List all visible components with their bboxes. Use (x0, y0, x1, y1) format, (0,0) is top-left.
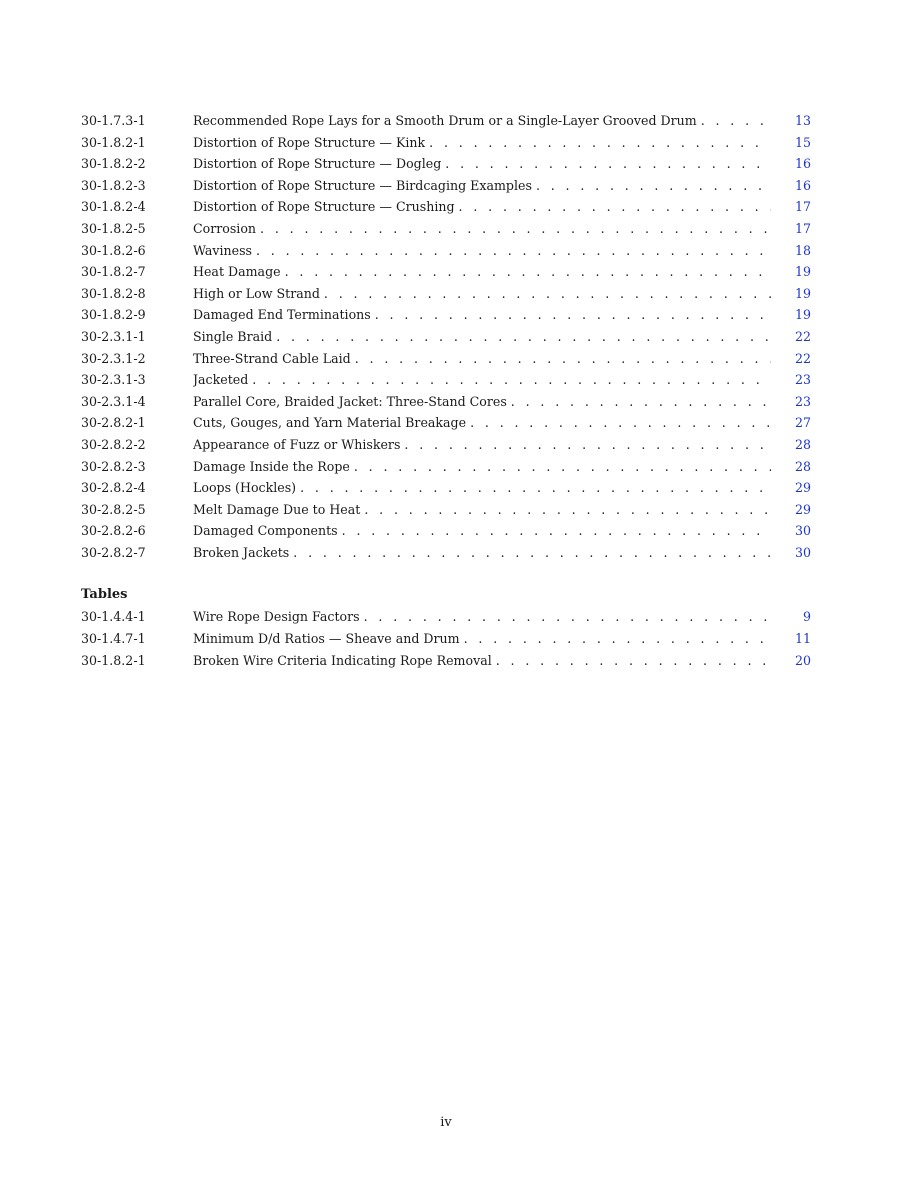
entry-title-wrap (193, 412, 771, 434)
entry-number: 30-1.4.7-1 (81, 631, 146, 647)
toc-entry[interactable] (81, 456, 811, 478)
toc-entry[interactable] (81, 650, 811, 672)
entry-title: Damaged End Terminations (193, 307, 371, 323)
entry-title-wrap (193, 196, 771, 218)
entry-title-wrap (193, 175, 771, 197)
page-link[interactable]: 23 (794, 372, 811, 388)
toc-entry[interactable] (81, 304, 811, 326)
entry-title-wrap (193, 477, 771, 499)
page-link[interactable]: 16 (794, 156, 811, 172)
entry-number: 30-2.8.2-1 (81, 415, 146, 431)
dot-leader (464, 628, 771, 650)
page-link[interactable]: 19 (794, 264, 811, 280)
entry-number: 30-1.8.2-7 (81, 264, 146, 280)
entry-number: 30-2.8.2-2 (81, 436, 146, 452)
toc-entry[interactable] (81, 477, 811, 499)
tables-list (81, 606, 811, 671)
toc-entry[interactable] (81, 218, 811, 240)
entry-title-wrap (193, 283, 771, 305)
entry-number: 30-1.8.2-9 (81, 307, 146, 323)
entry-number: 30-1.8.2-5 (81, 220, 146, 236)
page-link[interactable]: 29 (794, 501, 811, 517)
entry-title: Broken Wire Criteria Indicating Rope Removal (193, 652, 492, 668)
entry-number: 30-2.8.2-4 (81, 480, 146, 496)
dot-leader (429, 132, 771, 154)
page-link[interactable]: 9 (802, 609, 811, 625)
entry-title: Appearance of Fuzz or Whiskers (193, 436, 401, 452)
entry-title-wrap (193, 369, 771, 391)
page-link[interactable]: 19 (794, 285, 811, 301)
entry-title-wrap (193, 650, 771, 672)
entry-title-wrap (193, 628, 771, 650)
entry-title: Recommended Rope Lays for a Smooth Drum or a Single-Layer Grooved Drum (193, 113, 697, 128)
toc-entry[interactable] (81, 542, 811, 564)
entry-number: 30-1.8.2-1 (81, 134, 146, 150)
toc-entry[interactable] (81, 153, 811, 175)
entry-title: Jacketed (193, 372, 249, 388)
entry-number: 30-2.3.1-3 (81, 372, 146, 388)
entry-title-wrap (193, 132, 771, 154)
entry-title-wrap (193, 218, 771, 240)
entry-title: Wire Rope Design Factors (193, 609, 360, 625)
page-link[interactable]: 22 (794, 328, 811, 344)
dot-leader (459, 196, 771, 218)
dot-leader (355, 348, 771, 370)
page-link[interactable]: 17 (794, 220, 811, 236)
entry-title-wrap (193, 542, 771, 564)
toc-entry[interactable] (81, 606, 811, 628)
dot-leader (276, 326, 771, 348)
toc-entry[interactable] (81, 369, 811, 391)
entry-title-wrap (193, 110, 771, 132)
dot-leader (511, 391, 771, 413)
table-of-contents (81, 110, 811, 671)
entry-title-wrap (193, 391, 771, 413)
entry-title: Broken Jackets (193, 544, 290, 560)
toc-entry[interactable] (81, 326, 811, 348)
entry-number: 30-2.3.1-2 (81, 350, 146, 366)
entry-title: Distortion of Rope Structure — Crushing (193, 199, 455, 215)
entry-number: 30-1.8.2-6 (81, 242, 146, 258)
dot-leader (364, 499, 771, 521)
page-link[interactable]: 11 (794, 631, 811, 647)
toc-entry[interactable] (81, 261, 811, 283)
toc-entry[interactable] (81, 110, 811, 132)
entry-title-wrap (193, 304, 771, 326)
dot-leader (496, 650, 771, 672)
dot-leader (256, 240, 771, 262)
entry-number: 30-2.8.2-3 (81, 458, 146, 474)
entry-title-wrap (193, 520, 771, 542)
page-number: iv (440, 1115, 452, 1130)
entry-title-wrap (193, 153, 771, 175)
entry-number: 30-2.3.1-4 (81, 393, 146, 409)
entry-title-wrap (193, 326, 771, 348)
entry-title: Distortion of Rope Structure — Kink (193, 134, 426, 150)
entry-title: Damaged Components (193, 523, 338, 539)
dot-leader (300, 477, 771, 499)
entry-title: Corrosion (193, 220, 257, 236)
entry-number: 30-1.4.4-1 (81, 609, 146, 625)
dot-leader (375, 304, 771, 326)
toc-entry[interactable] (81, 348, 811, 370)
toc-entry[interactable] (81, 175, 811, 197)
entry-title: Minimum D/d Ratios — Sheave and Drum (193, 631, 460, 647)
entry-title: Single Braid (193, 328, 273, 344)
dot-leader (470, 412, 771, 434)
page-link[interactable]: 28 (794, 436, 811, 452)
page-link[interactable]: 28 (794, 458, 811, 474)
dot-leader (354, 456, 771, 478)
entry-title-wrap (193, 434, 771, 456)
entry-title: Parallel Core, Braided Jacket: Three-Stand Cores (193, 393, 507, 409)
entry-number: 30-1.7.3-1 (81, 113, 146, 128)
entry-title-wrap (193, 261, 771, 283)
entry-title-wrap (193, 240, 771, 262)
entry-title: Waviness (193, 242, 252, 258)
page-link[interactable]: 29 (794, 480, 811, 496)
page-link[interactable]: 13 (794, 113, 811, 128)
entry-number: 30-2.8.2-6 (81, 523, 146, 539)
toc-entry[interactable] (81, 434, 811, 456)
dot-leader (536, 175, 771, 197)
toc-entry[interactable] (81, 628, 811, 650)
toc-entry[interactable] (81, 283, 811, 305)
entry-number: 30-2.8.2-7 (81, 544, 146, 560)
page-link[interactable]: 20 (794, 652, 811, 668)
entry-title: Melt Damage Due to Heat (193, 501, 361, 517)
dot-leader (445, 153, 771, 175)
entry-title: Distortion of Rope Structure — Birdcaging Examples (193, 177, 532, 193)
entry-title: Cuts, Gouges, and Yarn Material Breakage (193, 415, 467, 431)
page-link[interactable]: 17 (794, 199, 811, 215)
entry-title-wrap (193, 606, 771, 628)
dot-leader (342, 520, 771, 542)
toc-entry[interactable] (81, 196, 811, 218)
entry-title-wrap (193, 348, 771, 370)
toc-entry[interactable] (81, 520, 811, 542)
entry-number: 30-1.8.2-4 (81, 199, 146, 215)
entry-number: 30-1.8.2-1 (81, 652, 146, 668)
page-link[interactable]: 22 (794, 350, 811, 366)
entry-title: Distortion of Rope Structure — Dogleg (193, 156, 442, 172)
entry-number: 30-2.3.1-1 (81, 328, 146, 344)
entry-title: Loops (Hockles) (193, 480, 297, 496)
page-link[interactable]: 30 (794, 544, 811, 560)
dot-leader (364, 606, 771, 628)
toc-entry[interactable] (81, 412, 811, 434)
toc-entry[interactable] (81, 391, 811, 413)
dot-leader (404, 434, 771, 456)
dot-leader (324, 283, 771, 305)
entry-title-wrap (193, 499, 771, 521)
entry-title: Heat Damage (193, 264, 281, 280)
page-link[interactable]: 27 (794, 415, 811, 431)
entry-title: High or Low Strand (193, 285, 320, 301)
entry-title: Three-Strand Cable Laid (193, 350, 351, 366)
toc-entry[interactable] (81, 132, 811, 154)
toc-entry[interactable] (81, 499, 811, 521)
page-link[interactable]: 15 (794, 134, 811, 150)
page-link[interactable]: 23 (794, 393, 811, 409)
page-link[interactable]: 19 (794, 307, 811, 323)
dot-leader (252, 369, 771, 391)
entry-number: 30-1.8.2-8 (81, 285, 146, 301)
entry-title-wrap (193, 456, 771, 478)
entry-title: Damage Inside the Rope (193, 458, 350, 474)
page-link[interactable]: 16 (794, 177, 811, 193)
page-link[interactable]: 30 (794, 523, 811, 539)
page-link[interactable]: 18 (794, 242, 811, 258)
figures-list (81, 110, 811, 563)
tables-heading: Tables (81, 587, 128, 603)
toc-entry[interactable] (81, 240, 811, 262)
entry-number: 30-1.8.2-3 (81, 177, 146, 193)
dot-leader (701, 110, 771, 132)
dot-leader (260, 218, 771, 240)
dot-leader (285, 261, 771, 283)
dot-leader (293, 542, 771, 564)
entry-number: 30-1.8.2-2 (81, 156, 146, 172)
entry-number: 30-2.8.2-5 (81, 501, 146, 517)
